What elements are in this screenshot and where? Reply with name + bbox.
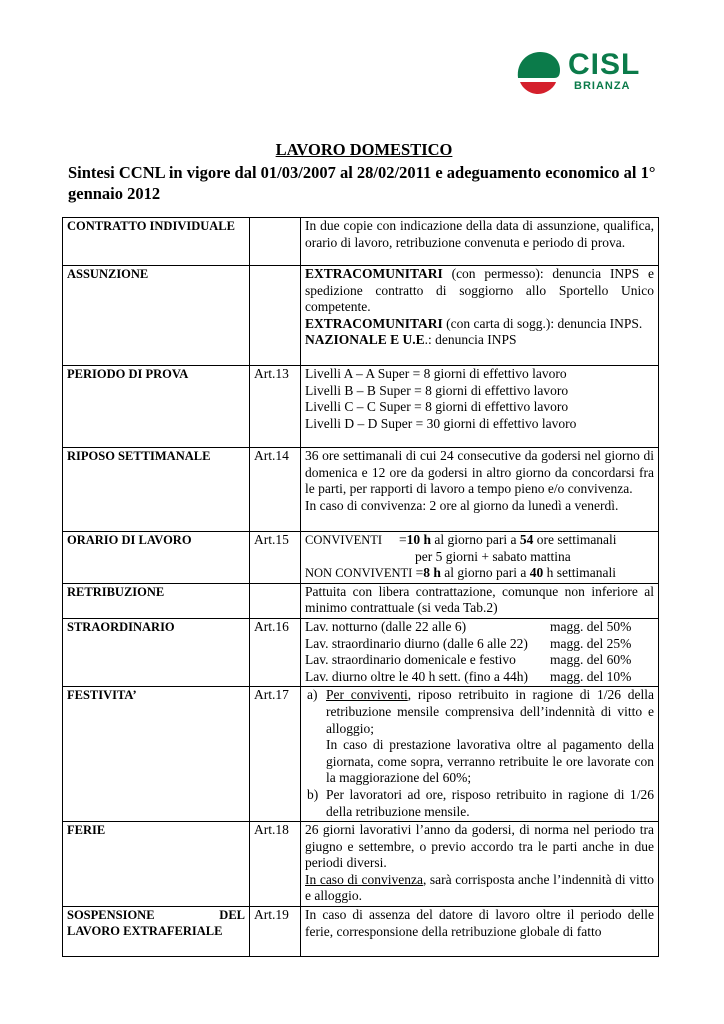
cisl-logo bbox=[510, 44, 655, 102]
ccnl-summary-table bbox=[62, 217, 659, 957]
nonconviventi-hours: 8 h bbox=[423, 565, 441, 581]
list-item bbox=[307, 786, 654, 820]
festivita-b-text: Per lavoratori ad ore, risposo retribuito in ragione di 1/26 della retribuzione mensile. bbox=[326, 786, 654, 819]
row-label: PERIODO DI PROVA bbox=[63, 366, 250, 448]
conviventi-text-end: ore settimanali bbox=[533, 532, 617, 547]
nonconviventi-weekly: 40 bbox=[529, 565, 544, 581]
straordinario-desc: Lav. diurno oltre le 40 h sett. (fino a 44h) bbox=[305, 668, 528, 684]
riposo-text: 36 ore settimanali di cui 24 consecutive da godersi nel giorno di domenica e 12 ore da godersi in altro giorno da concordarsi fra le parti, per rapporti di lavoro a tempo pieno e/o convivenza. bbox=[305, 448, 654, 497]
conviventi-eq: = bbox=[382, 532, 407, 547]
table-row-retribuzione bbox=[63, 583, 659, 618]
prova-line: Livelli D – D Super = 30 giorni di effettivo lavoro bbox=[305, 415, 577, 431]
straordinario-magg: magg. del 25% bbox=[550, 635, 632, 651]
row-article: Art.18 bbox=[250, 822, 301, 907]
straordinario-item bbox=[305, 619, 654, 636]
table-row-riposo bbox=[63, 448, 659, 532]
document-header bbox=[68, 140, 660, 204]
row-label bbox=[63, 907, 250, 957]
row-article: Art.15 bbox=[250, 532, 301, 584]
document-subtitle: Sintesi CCNL in vigore dal 01/03/2007 al 28/02/2011 e adeguamento economico al 1° gennaio 2012 bbox=[68, 163, 656, 203]
assunzione-bold-3: NAZIONALE E U.E bbox=[305, 332, 425, 348]
straordinario-magg: magg. del 50% bbox=[550, 618, 632, 634]
festivita-a-more: In caso di prestazione lavorativa oltre al pagamento della giornata, come sopra, verranno retribuite le ore lavorate con la maggiorazione del 60%; bbox=[326, 737, 654, 786]
festivita-list bbox=[307, 687, 654, 820]
table-row-festivita bbox=[63, 687, 659, 822]
prova-line: Livelli A – A Super = 8 giorni di effettivo lavoro bbox=[305, 366, 567, 381]
sospensione-label-a: SOSPENSIONE bbox=[67, 908, 155, 923]
row-article bbox=[250, 218, 301, 266]
row-article: Art.16 bbox=[250, 618, 301, 686]
row-label: RIPOSO SETTIMANALE bbox=[63, 448, 250, 532]
row-content bbox=[301, 687, 659, 822]
row-content bbox=[301, 822, 659, 907]
conviventi-weekly: 54 bbox=[519, 532, 534, 547]
straordinario-magg: magg. del 10% bbox=[550, 668, 632, 684]
row-content bbox=[301, 266, 659, 366]
ferie-underlined: In caso di convivenza bbox=[305, 871, 423, 887]
festivita-a-underlined: Per conviventi bbox=[326, 687, 408, 703]
conviventi-hours: 10 h bbox=[406, 532, 431, 547]
sospensione-label-c: LAVORO EXTRAFERIALE bbox=[67, 924, 223, 939]
straordinario-item bbox=[305, 636, 654, 653]
conviventi-line-2: per 5 giorni + sabato mattina bbox=[415, 548, 571, 564]
conviventi-label: CONVIVENTI bbox=[305, 533, 383, 547]
straordinario-item bbox=[305, 652, 654, 669]
straordinario-desc: Lav. notturno (dalle 22 alle 6) bbox=[305, 618, 467, 634]
row-content bbox=[301, 366, 659, 448]
ferie-text-2: , sarà corrisposta anche l’indennità di vitto e alloggio. bbox=[305, 871, 654, 904]
row-label: FERIE bbox=[63, 822, 250, 907]
assunzione-text-2: (con carta di sogg.): denuncia INPS. bbox=[442, 315, 643, 331]
assunzione-text-1: (con permesso): denuncia INPS e spedizione contratto di soggiorno allo Sportello Unico competente. bbox=[305, 266, 654, 315]
list-marker: b) bbox=[307, 786, 319, 802]
row-label: STRAORDINARIO bbox=[63, 618, 250, 686]
row-content bbox=[301, 618, 659, 686]
straordinario-item bbox=[305, 669, 654, 686]
row-article: Art.19 bbox=[250, 907, 301, 957]
row-label: CONTRATTO INDIVIDUALE bbox=[63, 218, 250, 266]
row-label: ASSUNZIONE bbox=[63, 266, 250, 366]
assunzione-text-3: .: denuncia INPS bbox=[424, 332, 517, 348]
table-row-sospensione bbox=[63, 907, 659, 957]
prova-line: Livelli C – C Super = 8 giorni di effettivo lavoro bbox=[305, 399, 569, 415]
nonconviventi-text: al giorno pari a bbox=[440, 565, 530, 581]
row-content: Pattuita con libera contrattazione, comunque non inferiore al minimo contrattuale (si veda Tab.2) bbox=[301, 583, 659, 618]
nonconviventi-label: NON CONVIVENTI bbox=[305, 566, 413, 581]
table-row-contratto bbox=[63, 218, 659, 266]
row-content: In due copie con indicazione della data di assunzione, qualifica, orario di lavoro, retribuzione convenuta e periodo di prova. bbox=[301, 218, 659, 266]
riposo-text-2: In caso di convivenza: 2 ore al giorno da lunedì a venerdì. bbox=[305, 497, 619, 513]
cisl-logo-icon bbox=[514, 48, 562, 96]
row-label: FESTIVITA’ bbox=[63, 687, 250, 822]
document-title: LAVORO DOMESTICO bbox=[275, 140, 453, 159]
conviventi-text: al giorno pari a bbox=[430, 532, 520, 547]
table-row-prova bbox=[63, 366, 659, 448]
table-row-straordinario bbox=[63, 618, 659, 686]
list-item bbox=[307, 687, 654, 787]
festivita-a-text: , riposo retribuito in ragione di 1/26 della retribuzione mensile comprensiva dell’indennità di vitto e alloggio; bbox=[326, 687, 654, 736]
assunzione-bold-1: EXTRACOMUNITARI bbox=[305, 266, 443, 281]
logo-subtitle: BRIANZA bbox=[574, 80, 631, 92]
row-article: Art.14 bbox=[250, 448, 301, 532]
row-label: RETRIBUZIONE bbox=[63, 583, 250, 618]
row-article bbox=[250, 583, 301, 618]
row-label: ORARIO DI LAVORO bbox=[63, 532, 250, 584]
assunzione-bold-2: EXTRACOMUNITARI bbox=[305, 315, 443, 331]
straordinario-desc: Lav. straordinario domenicale e festivo bbox=[305, 652, 516, 668]
ferie-text: 26 giorni lavorativi l’anno da godersi, di norma nel periodo tra giugno e settembre, o previo accordo tra le parti anche in due periodi diversi. bbox=[305, 822, 654, 871]
logo-brand: CISL bbox=[568, 48, 641, 81]
row-content bbox=[301, 532, 659, 584]
prova-line: Livelli B – B Super = 8 giorni di effettivo lavoro bbox=[305, 382, 569, 398]
straordinario-desc: Lav. straordinario diurno (dalle 6 alle 22) bbox=[305, 635, 528, 651]
table-row-assunzione bbox=[63, 266, 659, 366]
nonconviventi-eq: = bbox=[412, 565, 424, 581]
row-article: Art.13 bbox=[250, 366, 301, 448]
table-row-orario bbox=[63, 532, 659, 584]
row-article bbox=[250, 266, 301, 366]
sospensione-label-b: DEL bbox=[219, 908, 245, 923]
row-article: Art.17 bbox=[250, 687, 301, 822]
row-content: In caso di assenza del datore di lavoro oltre il periodo delle ferie, corresponsione della retribuzione globale di fatto bbox=[301, 907, 659, 957]
table-row-ferie bbox=[63, 822, 659, 907]
row-content bbox=[301, 448, 659, 532]
straordinario-magg: magg. del 60% bbox=[550, 652, 632, 668]
list-marker: a) bbox=[307, 687, 318, 703]
nonconviventi-text-end: h settimanali bbox=[543, 565, 617, 581]
